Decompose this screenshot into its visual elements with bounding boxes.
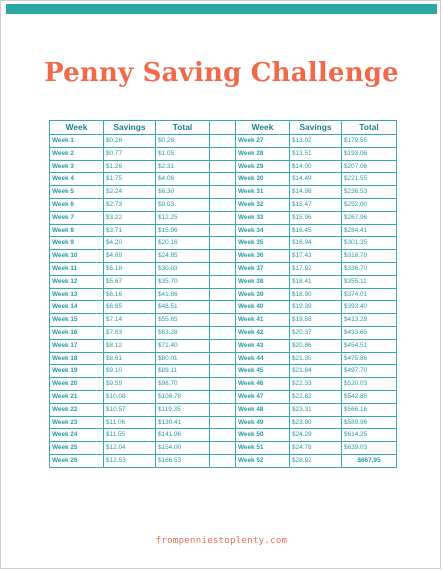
left-week-cell: Week 6 xyxy=(50,198,104,211)
right-total-cell: $336.70 xyxy=(342,262,397,275)
table-row xyxy=(50,301,397,314)
header-week-right: Week xyxy=(236,121,290,135)
left-savings-cell: $5.18 xyxy=(104,262,156,275)
right-week-cell: Week 50 xyxy=(236,429,290,442)
table-row xyxy=(50,275,397,288)
right-week-cell: Week 36 xyxy=(236,250,290,263)
left-total-cell: $154.00 xyxy=(156,442,210,455)
right-week-cell: Week 40 xyxy=(236,301,290,314)
spacer-cell xyxy=(210,454,236,467)
spacer-cell xyxy=(210,160,236,173)
right-week-cell: Week 31 xyxy=(236,186,290,199)
right-savings-cell: $23.31 xyxy=(290,403,342,416)
table-row xyxy=(50,442,397,455)
table-row xyxy=(50,403,397,416)
table-row xyxy=(50,352,397,365)
left-savings-cell: $12.04 xyxy=(104,442,156,455)
left-week-cell: Week 7 xyxy=(50,211,104,224)
left-savings-cell: $1.75 xyxy=(104,173,156,186)
left-week-cell: Week 22 xyxy=(50,403,104,416)
left-total-cell: $130.41 xyxy=(156,416,210,429)
right-savings-cell: $18.41 xyxy=(290,275,342,288)
left-week-cell: Week 23 xyxy=(50,416,104,429)
left-total-cell: $108.78 xyxy=(156,390,210,403)
spacer-cell xyxy=(210,314,236,327)
right-savings-cell: $21.84 xyxy=(290,365,342,378)
right-savings-cell: $13.02 xyxy=(290,135,342,148)
table-row xyxy=(50,390,397,403)
right-savings-cell: $18.90 xyxy=(290,288,342,301)
left-total-cell: $12.25 xyxy=(156,211,210,224)
left-savings-cell: $9.59 xyxy=(104,378,156,391)
right-week-cell: Week 52 xyxy=(236,454,290,467)
right-total-cell: $236.53 xyxy=(342,186,397,199)
header-savings-left: Savings xyxy=(104,121,156,135)
left-total-cell: $35.70 xyxy=(156,275,210,288)
left-savings-cell: $2.24 xyxy=(104,186,156,199)
right-week-cell: Week 46 xyxy=(236,378,290,391)
table-row xyxy=(50,198,397,211)
spacer-cell xyxy=(210,211,236,224)
right-savings-cell: $16.94 xyxy=(290,237,342,250)
left-week-cell: Week 20 xyxy=(50,378,104,391)
right-savings-cell: $14.49 xyxy=(290,173,342,186)
left-total-cell: $55.65 xyxy=(156,314,210,327)
left-week-cell: Week 5 xyxy=(50,186,104,199)
left-week-cell: Week 17 xyxy=(50,339,104,352)
table-row xyxy=(50,211,397,224)
spacer-cell xyxy=(210,339,236,352)
right-savings-cell: $23.80 xyxy=(290,416,342,429)
table-row xyxy=(50,339,397,352)
left-week-cell: Week 9 xyxy=(50,237,104,250)
right-week-cell: Week 37 xyxy=(236,262,290,275)
spacer-cell xyxy=(210,186,236,199)
spacer-cell xyxy=(210,352,236,365)
left-savings-cell: $10.08 xyxy=(104,390,156,403)
left-week-cell: Week 13 xyxy=(50,288,104,301)
right-total-cell: $252.00 xyxy=(342,198,397,211)
spacer-cell xyxy=(210,378,236,391)
right-week-cell: Week 33 xyxy=(236,211,290,224)
left-week-cell: Week 16 xyxy=(50,326,104,339)
left-savings-cell: $0.28 xyxy=(104,135,156,148)
table-row xyxy=(50,147,397,160)
right-savings-cell: $22.33 xyxy=(290,378,342,391)
right-week-cell: Week 43 xyxy=(236,339,290,352)
table-row xyxy=(50,378,397,391)
right-week-cell: Week 38 xyxy=(236,275,290,288)
right-total-cell: $284.41 xyxy=(342,224,397,237)
header-total-right: Total xyxy=(342,121,397,135)
left-savings-cell: $3.71 xyxy=(104,224,156,237)
right-total-cell: $566.16 xyxy=(342,403,397,416)
right-total-cell: $267.96 xyxy=(342,211,397,224)
left-week-cell: Week 10 xyxy=(50,250,104,263)
left-total-cell: $63.28 xyxy=(156,326,210,339)
spacer-cell xyxy=(210,198,236,211)
right-total-cell: $393.40 xyxy=(342,301,397,314)
left-week-cell: Week 8 xyxy=(50,224,104,237)
left-total-cell: $6.30 xyxy=(156,186,210,199)
spacer-cell xyxy=(210,403,236,416)
left-savings-cell: $4.20 xyxy=(104,237,156,250)
right-week-cell: Week 51 xyxy=(236,442,290,455)
right-total-cell: $318.78 xyxy=(342,250,397,263)
right-total-cell: $374.01 xyxy=(342,288,397,301)
right-total-cell: $207.06 xyxy=(342,160,397,173)
table-row xyxy=(50,429,397,442)
left-week-cell: Week 11 xyxy=(50,262,104,275)
left-total-cell: $98.70 xyxy=(156,378,210,391)
right-savings-cell: $21.35 xyxy=(290,352,342,365)
left-total-cell: $0.28 xyxy=(156,135,210,148)
left-total-cell: $141.96 xyxy=(156,429,210,442)
header-spacer xyxy=(210,121,236,135)
header-week-left: Week xyxy=(50,121,104,135)
savings-table xyxy=(49,120,397,468)
right-week-cell: Week 41 xyxy=(236,314,290,327)
right-week-cell: Week 30 xyxy=(236,173,290,186)
spacer-cell xyxy=(210,275,236,288)
spacer-cell xyxy=(210,429,236,442)
page-title: Penny Saving Challenge xyxy=(44,58,399,88)
right-total-cell: $614.25 xyxy=(342,429,397,442)
right-total-cell: $413.28 xyxy=(342,314,397,327)
right-week-cell: Week 49 xyxy=(236,416,290,429)
right-week-cell: Week 44 xyxy=(236,352,290,365)
spacer-cell xyxy=(210,237,236,250)
left-total-cell: $2.31 xyxy=(156,160,210,173)
left-savings-cell: $8.61 xyxy=(104,352,156,365)
spacer-cell xyxy=(210,147,236,160)
spacer-cell xyxy=(210,416,236,429)
right-savings-cell: $19.88 xyxy=(290,314,342,327)
right-savings-cell: $20.37 xyxy=(290,326,342,339)
right-week-cell: Week 28 xyxy=(236,147,290,160)
right-savings-cell: $14.98 xyxy=(290,186,342,199)
right-savings-cell: $28.92 xyxy=(290,454,342,467)
spacer-cell xyxy=(210,365,236,378)
right-savings-cell: $13.51 xyxy=(290,147,342,160)
table-row xyxy=(50,326,397,339)
left-week-cell: Week 21 xyxy=(50,390,104,403)
right-week-cell: Week 45 xyxy=(236,365,290,378)
right-total-cell: $355.11 xyxy=(342,275,397,288)
right-total-cell: $179.55 xyxy=(342,135,397,148)
table-row xyxy=(50,160,397,173)
table-row xyxy=(50,250,397,263)
left-week-cell: Week 24 xyxy=(50,429,104,442)
left-savings-cell: $11.06 xyxy=(104,416,156,429)
right-total-cell: $301.35 xyxy=(342,237,397,250)
left-week-cell: Week 15 xyxy=(50,314,104,327)
right-total-cell: $454.51 xyxy=(342,339,397,352)
left-savings-cell: $12.53 xyxy=(104,454,156,467)
table-row xyxy=(50,262,397,275)
left-week-cell: Week 2 xyxy=(50,147,104,160)
spacer-cell xyxy=(210,224,236,237)
right-total-cell: $520.03 xyxy=(342,378,397,391)
left-week-cell: Week 4 xyxy=(50,173,104,186)
left-week-cell: Week 1 xyxy=(50,135,104,148)
table-row xyxy=(50,288,397,301)
table-row xyxy=(50,224,397,237)
left-total-cell: $71.40 xyxy=(156,339,210,352)
right-week-cell: Week 42 xyxy=(236,326,290,339)
right-week-cell: Week 32 xyxy=(236,198,290,211)
left-savings-cell: $11.55 xyxy=(104,429,156,442)
right-week-cell: Week 35 xyxy=(236,237,290,250)
right-savings-cell: $20.86 xyxy=(290,339,342,352)
left-savings-cell: $2.73 xyxy=(104,198,156,211)
right-savings-cell: $14.00 xyxy=(290,160,342,173)
left-week-cell: Week 14 xyxy=(50,301,104,314)
left-week-cell: Week 18 xyxy=(50,352,104,365)
left-savings-cell: $1.26 xyxy=(104,160,156,173)
right-savings-cell: $17.43 xyxy=(290,250,342,263)
left-savings-cell: $10.57 xyxy=(104,403,156,416)
right-total-cell: $193.06 xyxy=(342,147,397,160)
right-savings-cell: $24.29 xyxy=(290,429,342,442)
footer-website: frompenniestoplenty.com xyxy=(155,536,288,546)
spacer-cell xyxy=(210,288,236,301)
right-week-cell: Week 47 xyxy=(236,390,290,403)
right-total-cell: $589.96 xyxy=(342,416,397,429)
left-total-cell: $89.11 xyxy=(156,365,210,378)
left-savings-cell: $7.63 xyxy=(104,326,156,339)
left-total-cell: $1.05 xyxy=(156,147,210,160)
table-row xyxy=(50,454,397,467)
right-week-cell: Week 29 xyxy=(236,160,290,173)
right-week-cell: Week 27 xyxy=(236,135,290,148)
left-savings-cell: $8.12 xyxy=(104,339,156,352)
left-savings-cell: $5.67 xyxy=(104,275,156,288)
right-total-cell: $639.03 xyxy=(342,442,397,455)
table-row xyxy=(50,416,397,429)
left-total-cell: $4.06 xyxy=(156,173,210,186)
right-week-cell: Week 48 xyxy=(236,403,290,416)
spacer-cell xyxy=(210,301,236,314)
right-savings-cell: $24.78 xyxy=(290,442,342,455)
top-accent-bar xyxy=(6,4,437,14)
left-savings-cell: $9.10 xyxy=(104,365,156,378)
table-row xyxy=(50,314,397,327)
right-total-cell: $497.70 xyxy=(342,365,397,378)
right-savings-cell: $16.45 xyxy=(290,224,342,237)
spacer-cell xyxy=(210,135,236,148)
right-total-cell: $475.86 xyxy=(342,352,397,365)
left-week-cell: Week 25 xyxy=(50,442,104,455)
left-total-cell: $166.53 xyxy=(156,454,210,467)
table-header-row xyxy=(50,121,397,135)
spacer-cell xyxy=(210,326,236,339)
left-total-cell: $24.85 xyxy=(156,250,210,263)
right-total-cell: $221.55 xyxy=(342,173,397,186)
table-row xyxy=(50,173,397,186)
table-body xyxy=(50,135,397,468)
left-savings-cell: $6.65 xyxy=(104,301,156,314)
left-week-cell: Week 19 xyxy=(50,365,104,378)
right-savings-cell: $17.92 xyxy=(290,262,342,275)
left-total-cell: $119.35 xyxy=(156,403,210,416)
left-total-cell: $20.16 xyxy=(156,237,210,250)
left-total-cell: $48.51 xyxy=(156,301,210,314)
spacer-cell xyxy=(210,250,236,263)
table-row xyxy=(50,365,397,378)
left-total-cell: $30.03 xyxy=(156,262,210,275)
left-savings-cell: $6.16 xyxy=(104,288,156,301)
table-row xyxy=(50,186,397,199)
left-week-cell: Week 12 xyxy=(50,275,104,288)
left-total-cell: $15.96 xyxy=(156,224,210,237)
left-week-cell: Week 3 xyxy=(50,160,104,173)
spacer-cell xyxy=(210,390,236,403)
right-savings-cell: $15.47 xyxy=(290,198,342,211)
right-savings-cell: $19.39 xyxy=(290,301,342,314)
left-total-cell: $41.86 xyxy=(156,288,210,301)
table-row xyxy=(50,237,397,250)
left-savings-cell: $7.14 xyxy=(104,314,156,327)
spacer-cell xyxy=(210,173,236,186)
spacer-cell xyxy=(210,262,236,275)
left-savings-cell: $0.77 xyxy=(104,147,156,160)
left-savings-cell: $3.22 xyxy=(104,211,156,224)
left-savings-cell: $4.69 xyxy=(104,250,156,263)
spacer-cell xyxy=(210,442,236,455)
header-total-left: Total xyxy=(156,121,210,135)
right-week-cell: Week 39 xyxy=(236,288,290,301)
right-week-cell: Week 34 xyxy=(236,224,290,237)
right-savings-cell: $15.96 xyxy=(290,211,342,224)
left-total-cell: $80.01 xyxy=(156,352,210,365)
table-row xyxy=(50,135,397,148)
right-savings-cell: $22.82 xyxy=(290,390,342,403)
header-savings-right: Savings xyxy=(290,121,342,135)
right-total-cell: $542.85 xyxy=(342,390,397,403)
right-total-cell: $433.65 xyxy=(342,326,397,339)
grand-total-cell: $667.95 xyxy=(342,454,397,467)
left-total-cell: $9.03 xyxy=(156,198,210,211)
left-week-cell: Week 26 xyxy=(50,454,104,467)
